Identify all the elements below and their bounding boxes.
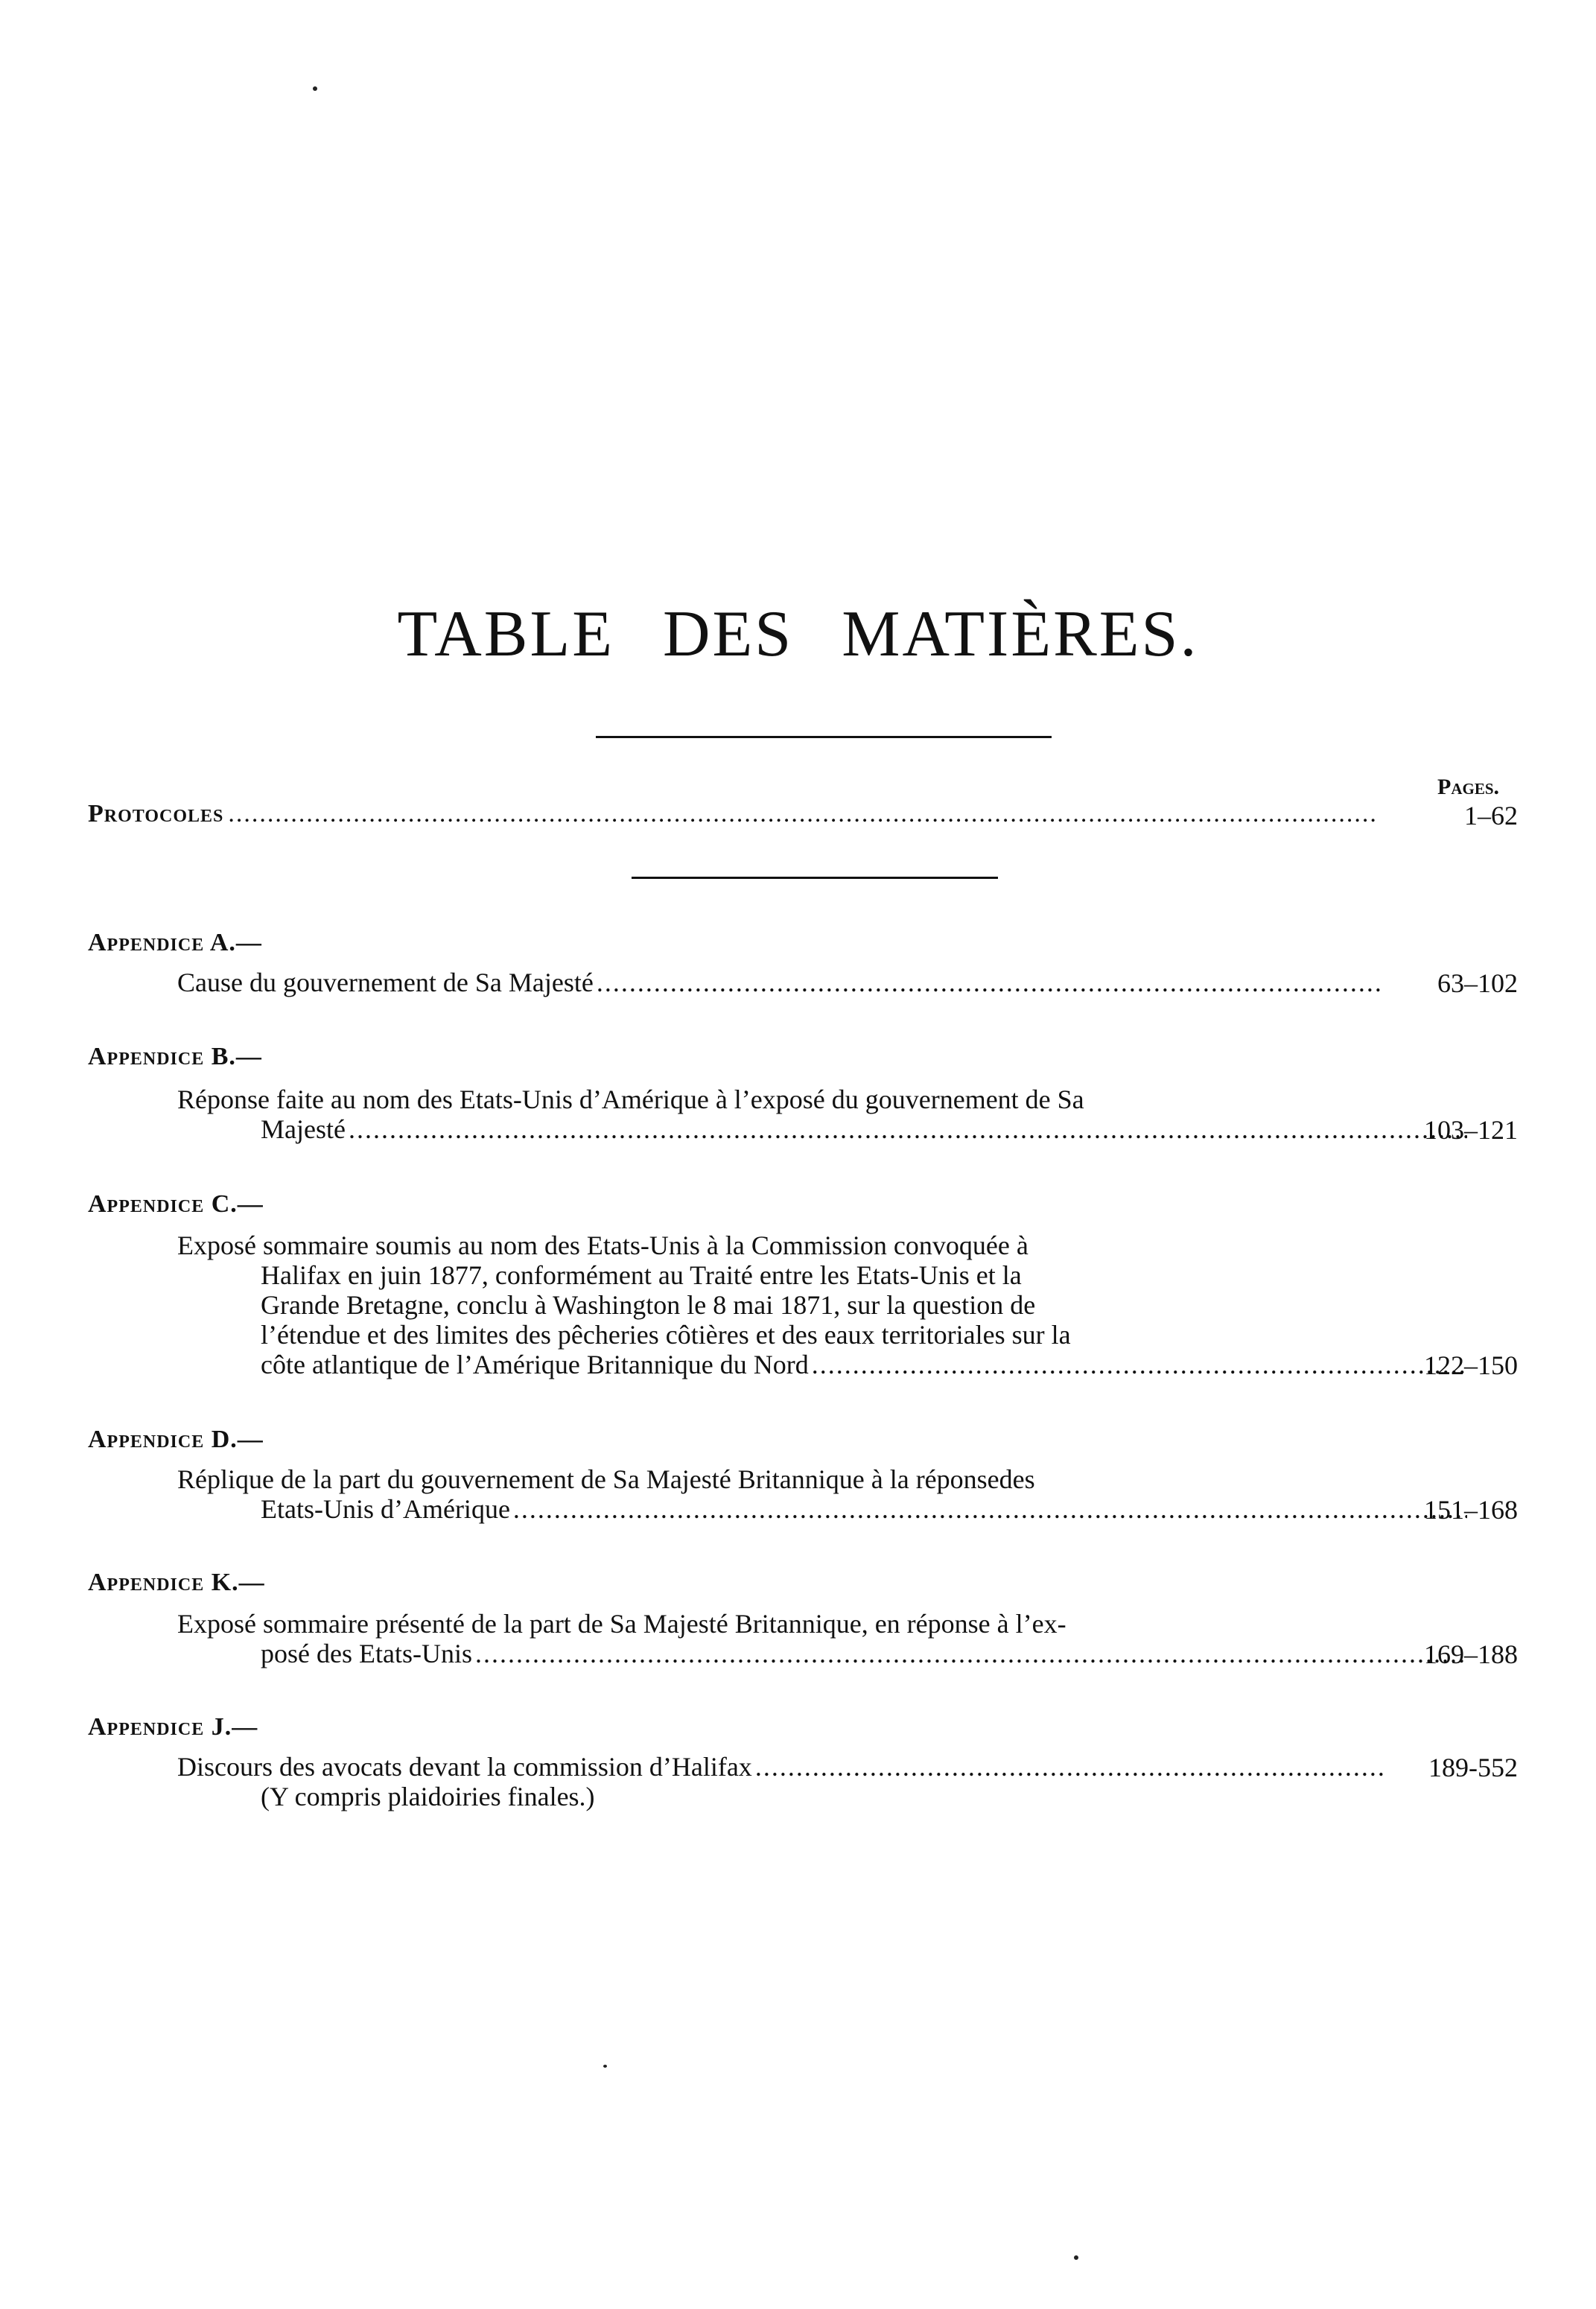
appendix-heading: Appendice D.— xyxy=(88,1426,264,1453)
appendix-heading: Appendice J.— xyxy=(88,1713,258,1741)
toc-entry-line xyxy=(177,1114,1467,1144)
appendix-heading: Appendice C.— xyxy=(88,1190,264,1218)
toc-entry-pages: 63–102 xyxy=(1437,968,1518,998)
entry-text-line: Exposé sommaire présenté de la part de Sa Majesté Britannique, en réponse à l’ex- xyxy=(177,1609,1066,1639)
dot-leader xyxy=(812,1350,1467,1379)
dot-leader xyxy=(349,1114,1467,1144)
entry-text-line: Etats-Unis d’Amérique xyxy=(261,1494,510,1524)
toc-entry-line xyxy=(177,1494,1467,1524)
appendix-entry-text xyxy=(177,1752,1384,1811)
dot-leader xyxy=(597,968,1384,997)
pages-column-heading: Pages. xyxy=(1437,775,1500,799)
entry-text-line: (Y compris plaidoiries finales.) xyxy=(261,1782,595,1811)
entry-text-line: Exposé sommaire soumis au nom des Etats-Unis à la Commission convoquée à xyxy=(177,1230,1029,1260)
toc-entry-pages: 103–121 xyxy=(1424,1115,1518,1145)
dot-leader xyxy=(475,1639,1467,1668)
dot-leader xyxy=(513,1494,1467,1524)
appendix-entry-text xyxy=(177,1464,1384,1524)
page-title: TABLE DES MATIÈRES. xyxy=(397,598,1199,670)
toc-entry-pages: 122–150 xyxy=(1424,1350,1518,1380)
toc-entry-label: Protocoles xyxy=(88,800,224,828)
appendix-entry-text xyxy=(177,1230,1384,1379)
print-speck xyxy=(603,2065,607,2068)
entry-text-line: Réplique de la part du gouvernement de Sa Majesté Britannique à la réponsedes xyxy=(177,1464,1035,1494)
appendix-heading: Appendice B.— xyxy=(88,1043,262,1070)
title-rule xyxy=(596,736,1052,738)
entry-text-line: Discours des avocats devant la commission d’Halifax xyxy=(177,1752,752,1782)
appendix-entry-text xyxy=(177,1609,1384,1668)
entry-text-line: Cause du gouvernement de Sa Majesté xyxy=(177,968,594,997)
toc-entry-pages: 189-552 xyxy=(1428,1753,1518,1782)
appendix-heading: Appendice K.— xyxy=(88,1569,265,1596)
entry-text-line: Réponse faite au nom des Etats-Unis d’Amérique à l’exposé du gouvernement de Sa xyxy=(177,1084,1084,1114)
appendix-entry-text xyxy=(177,1084,1384,1144)
appendix-entry-text xyxy=(177,968,1384,997)
toc-entry-line xyxy=(177,1350,1467,1379)
entry-text-line: Grande Bretagne, conclu à Washington le 8 mai 1871, sur la question de xyxy=(261,1290,1036,1320)
entry-text-line: Halifax en juin 1877, conformément au Traité entre les Etats-Unis et la xyxy=(261,1260,1022,1290)
entry-text-line: l’étendue et des limites des pêcheries côtières et des eaux territoriales sur la xyxy=(261,1320,1071,1350)
dot-leader xyxy=(228,800,1378,828)
entry-text-line: posé des Etats-Unis xyxy=(261,1639,472,1668)
toc-entry-line xyxy=(177,1752,1384,1782)
toc-entry-pages: 1–62 xyxy=(1464,801,1518,830)
section-rule xyxy=(632,877,998,879)
toc-entry-protocoles xyxy=(88,800,1382,828)
dot-leader xyxy=(755,1752,1384,1782)
toc-entry-line xyxy=(177,968,1384,997)
entry-text-line: Majesté xyxy=(261,1114,346,1144)
entry-text-line: côte atlantique de l’Amérique Britannique du Nord xyxy=(261,1350,809,1379)
toc-entry-pages: 151–168 xyxy=(1424,1495,1518,1525)
toc-entry-line xyxy=(177,1639,1467,1668)
print-speck xyxy=(1074,2255,1078,2260)
toc-entry-pages: 169–188 xyxy=(1424,1639,1518,1669)
appendix-heading: Appendice A.— xyxy=(88,929,262,956)
print-speck xyxy=(313,86,317,91)
